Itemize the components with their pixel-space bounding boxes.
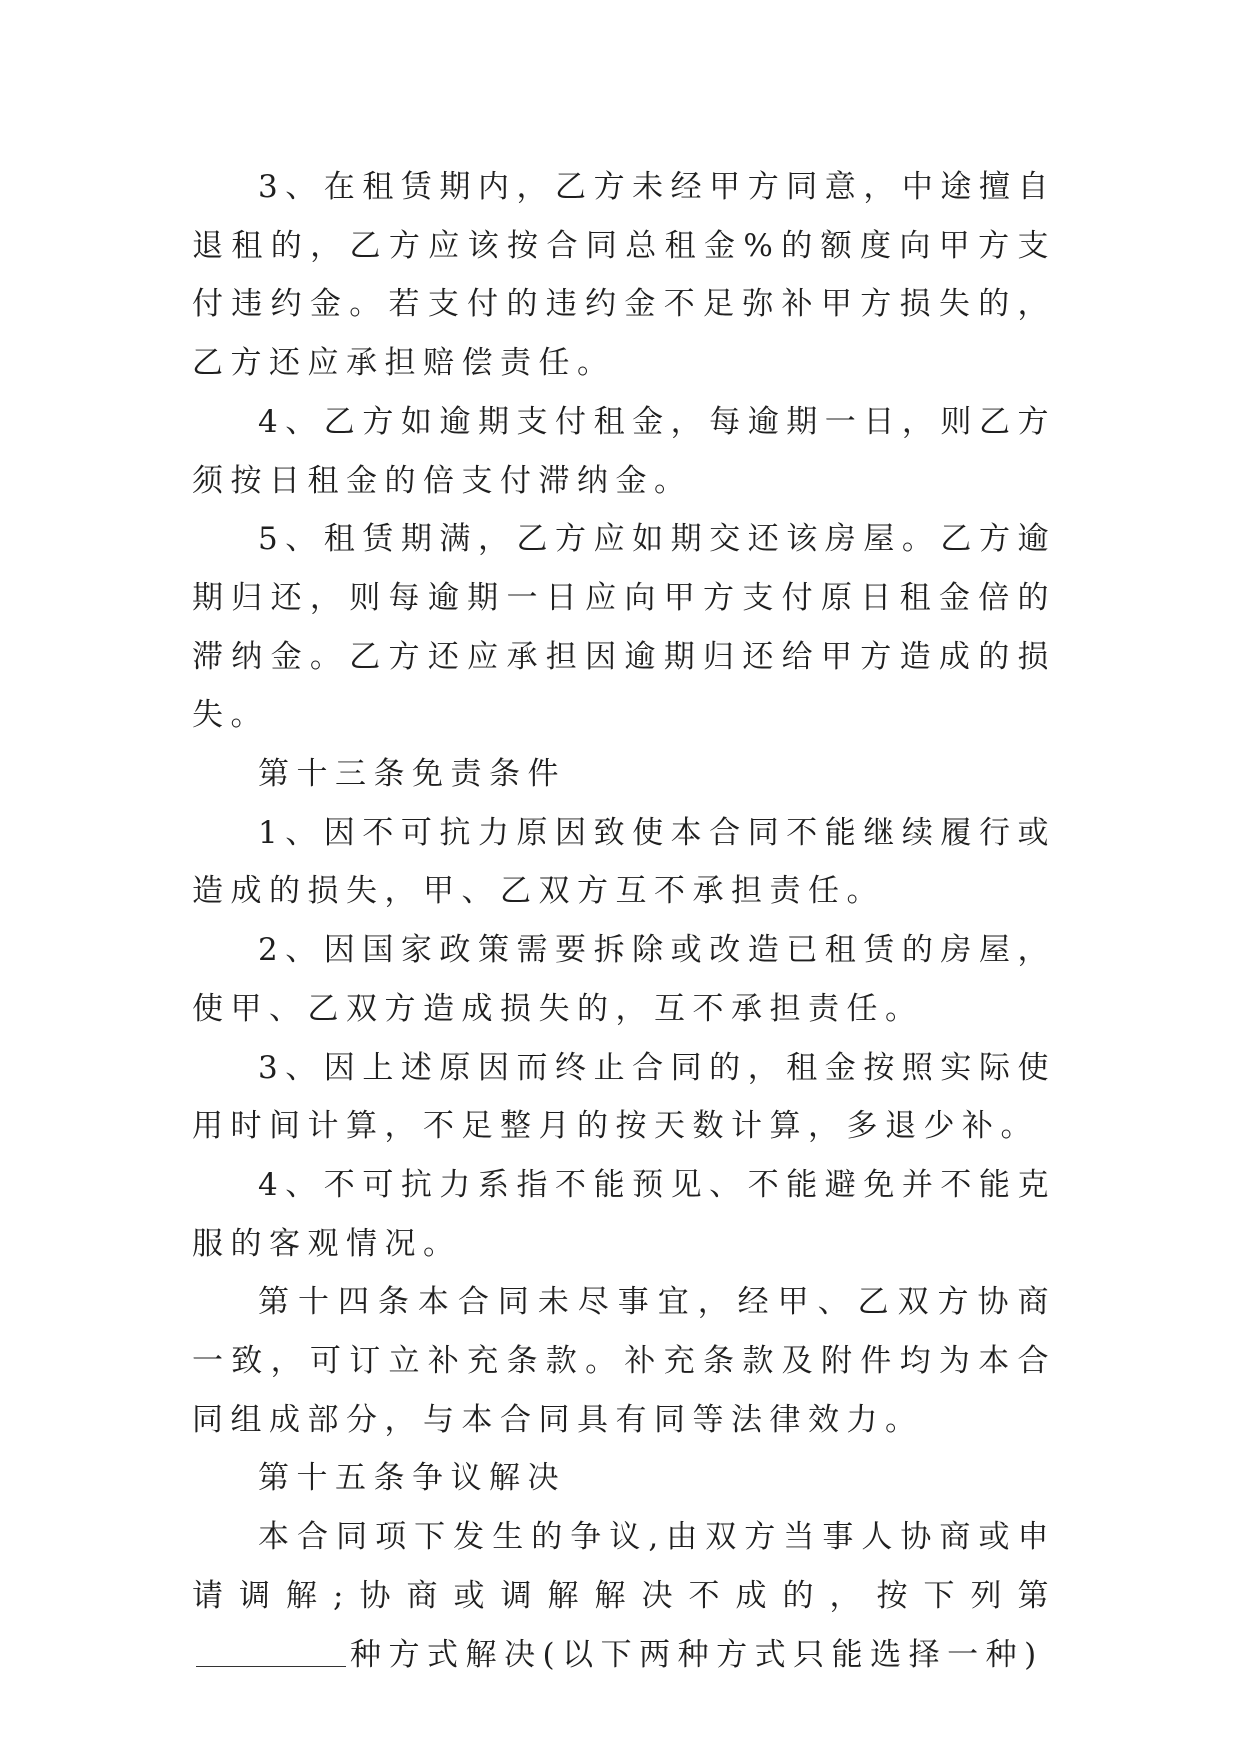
clause-12-item-4: 4、乙方如逾期支付租金，每逾期一日，则乙方须按日租金的倍支付滞纳金。 (192, 403, 1056, 499)
clause-15-text-before: 本合同项下发生的争议,由双方当事人协商或申请调解;协商或调解解决不成的，按下列第 (192, 1519, 1056, 1614)
clause-13-heading: 第十三条免责条件 (258, 756, 566, 793)
fill-in-blank (196, 1636, 346, 1667)
clause-13-item-1: 1、因不可抗力原因致使本合同不能继续履行或造成的损失，甲、乙双方互不承担责任。 (192, 814, 1056, 910)
clause-13-item-4: 4、不可抗力系指不能预见、不能避免并不能克服的客观情况。 (192, 1166, 1056, 1262)
clause-15-body (192, 1508, 1056, 1684)
clause-13-item-3: 3、因上述原因而终止合同的，租金按照实际使用时间计算，不足整月的按天数计算，多退少补。 (192, 1049, 1056, 1145)
clause-15-text-after: 种方式解决(以下两种方式只能选择一种) (350, 1636, 1044, 1673)
clause-12-item-3: 3、在租赁期内，乙方未经甲方同意，中途擅自退租的，乙方应该按合同总租金%的额度向甲方支付违约金。若支付的违约金不足弥补甲方损失的，乙方还应承担赔偿责任。 (192, 169, 1056, 382)
document-body (192, 158, 1056, 1684)
clause-14: 第十四条本合同未尽事宜，经甲、乙双方协商一致，可订立补充条款。补充条款及附件均为本合同组成部分，与本合同具有同等法律效力。 (192, 1284, 1056, 1438)
clause-13-item-2: 2、因国家政策需要拆除或改造已租赁的房屋，使甲、乙双方造成损失的，互不承担责任。 (192, 932, 1056, 1027)
clause-12-item-5: 5、租赁期满，乙方应如期交还该房屋。乙方逾期归还，则每逾期一日应向甲方支付原日租金倍的滞纳金。乙方还应承担因逾期归还给甲方造成的损失。 (192, 521, 1056, 734)
clause-15-heading: 第十五条争议解决 (258, 1460, 566, 1497)
